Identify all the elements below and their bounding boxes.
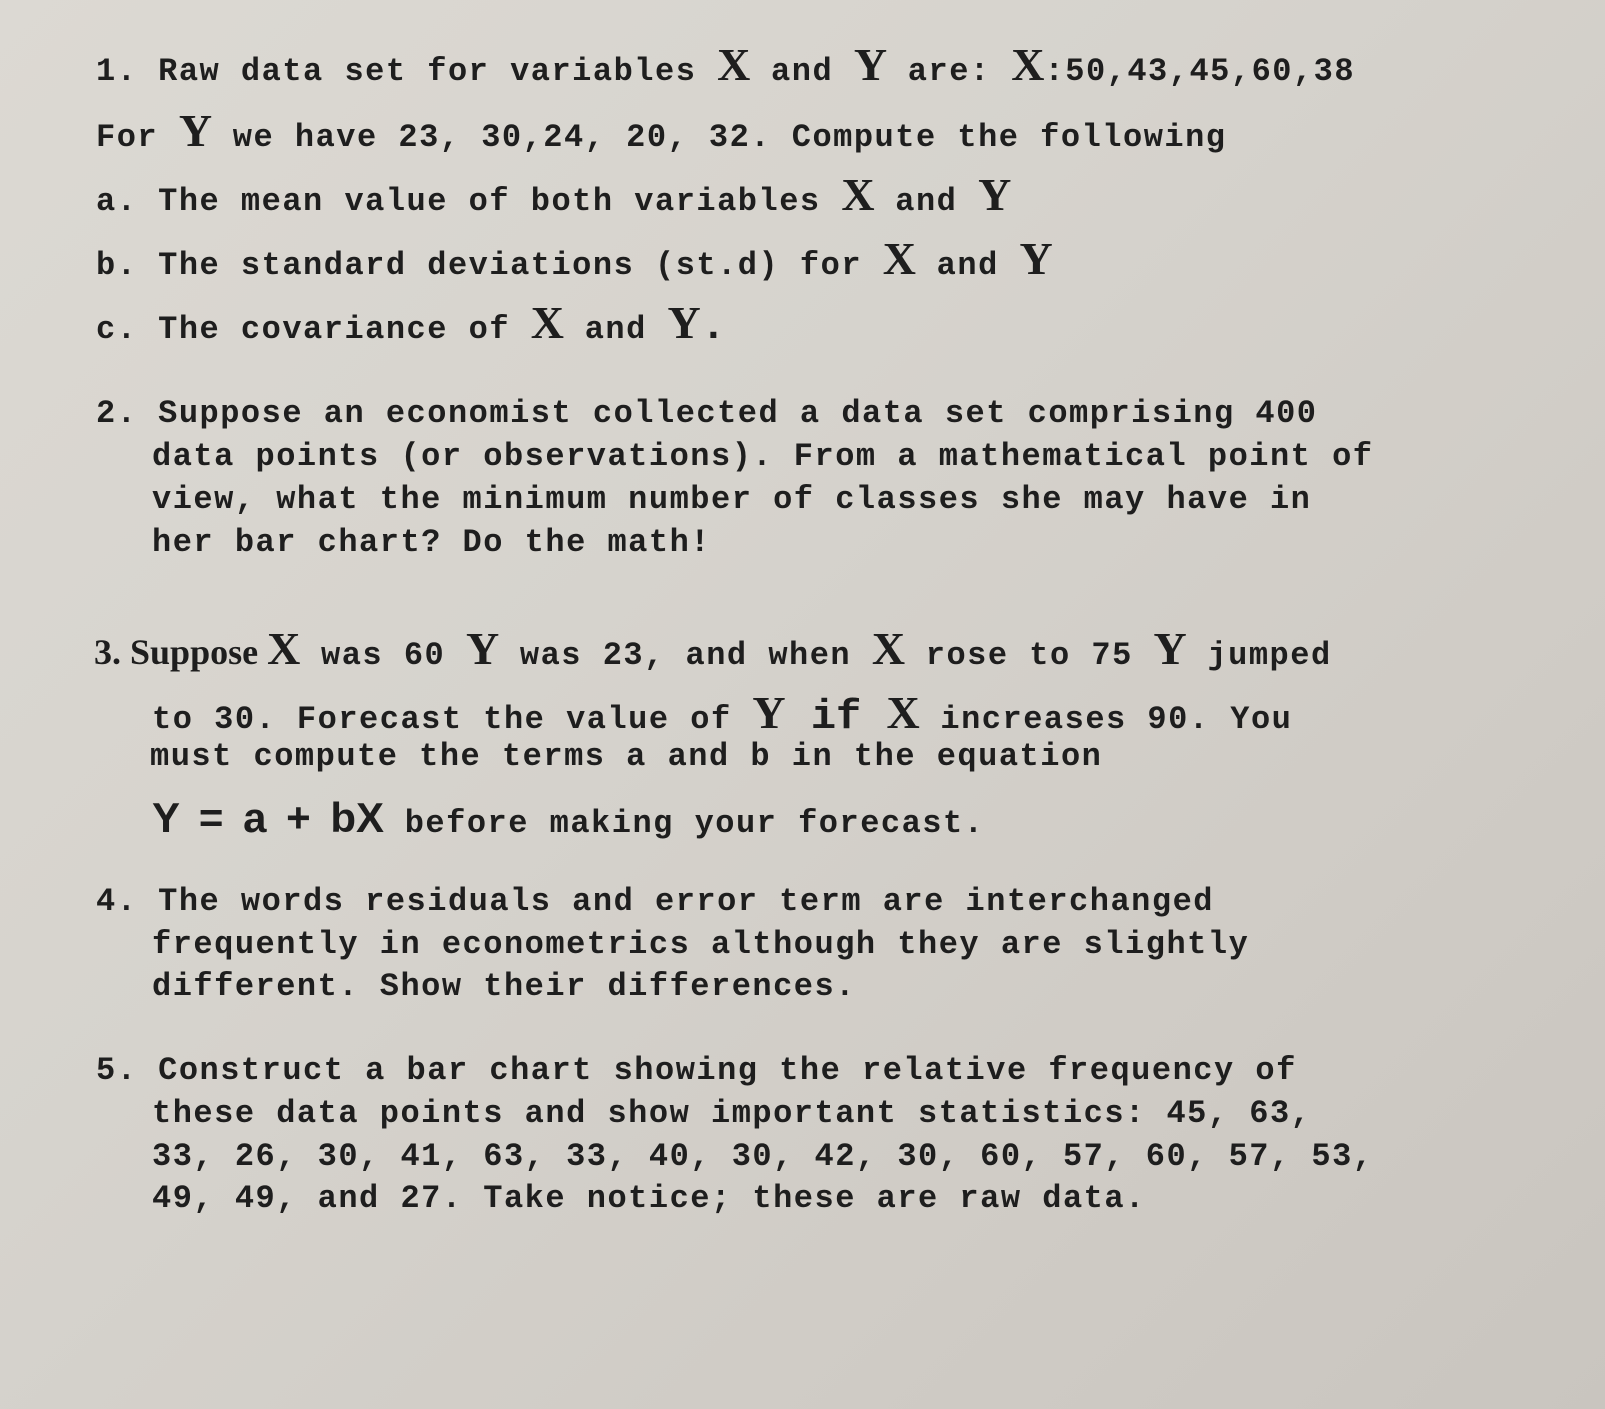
q1-part-a — [96, 168, 1011, 221]
q5-line-3: 33, 26, 30, 41, 63, 33, 40, 30, 42, 30, 60, 57, 60, 57, 53, — [152, 1138, 1374, 1175]
q1-part-b — [96, 232, 1053, 285]
var-y: Y — [1153, 623, 1187, 674]
q4-line-3: different. Show their differences. — [152, 968, 856, 1005]
var-y: Y — [667, 297, 701, 348]
var-y: Y — [465, 623, 500, 674]
q5-line-1: 5. Construct a bar chart showing the relative frequency of — [96, 1052, 1297, 1089]
var-x: X — [871, 623, 906, 674]
q1-line-1 — [96, 38, 1355, 91]
q3-line-4 — [152, 794, 984, 842]
var-y: Y — [752, 687, 786, 738]
q3-line-1 — [94, 622, 1332, 675]
q3-line-2 — [152, 686, 1292, 741]
q3-text: to 30. Forecast the value of — [152, 701, 753, 738]
q3-text: was 23, and when — [499, 637, 872, 674]
q2-line-4: her bar chart? Do the math! — [152, 524, 711, 561]
var-x: X — [530, 297, 564, 348]
var-x: X — [886, 687, 920, 738]
q1-text: and — [564, 311, 668, 348]
q1-part-c — [96, 296, 726, 351]
var-x: X — [267, 623, 301, 674]
q1-line-2 — [96, 104, 1227, 157]
q1-text: and — [915, 247, 1020, 284]
var-y: Y — [178, 105, 213, 156]
q1-text: are: — [887, 53, 1012, 90]
q5-line-2: these data points and show important statistics: 45, 63, — [152, 1095, 1312, 1132]
q1-y-values: we have 23, 30,24, 20, 32. Compute the following — [212, 119, 1227, 156]
q2-line-3: view, what the minimum number of classes she may have in — [152, 481, 1312, 518]
var-x: X — [841, 169, 875, 220]
q3-text: increases 90. You — [919, 701, 1293, 738]
q5-line-4: 49, 49, and 27. Take notice; these are raw data. — [152, 1180, 1146, 1217]
var-x: X — [882, 233, 916, 284]
var-y: Y — [1019, 233, 1053, 284]
q1-x-values: :50,43,45,60,38 — [1044, 53, 1356, 90]
q3-line-3: must compute the terms a and b in the equation — [150, 738, 1103, 775]
q1-text: For — [96, 119, 179, 156]
var-x: X — [1011, 39, 1045, 90]
q1-text: 1. Raw data set for variables — [96, 53, 718, 90]
q3-text: before making your forecast. — [384, 805, 985, 842]
q3-text: jumped — [1186, 637, 1332, 674]
q1-text: . — [700, 303, 726, 351]
var-y: Y — [978, 169, 1012, 220]
q2-line-2: data points (or observations). From a mathematical point of — [152, 438, 1374, 475]
q1-text: c. The covariance of — [96, 311, 531, 348]
q4-line-2: frequently in econometrics although they are slightly — [152, 926, 1250, 963]
q1-text: and — [874, 183, 979, 220]
q1-text: and — [750, 53, 854, 90]
q3-text: was 60 — [300, 637, 466, 674]
q2-line-1: 2. Suppose an economist collected a data set comprising 400 — [96, 395, 1318, 432]
q3-text: rose to 75 — [905, 637, 1154, 674]
q1-text: b. The standard deviations (st.d) for — [96, 247, 883, 284]
var-y: Y — [853, 39, 888, 90]
var-x: X — [717, 39, 751, 90]
q3-text: Suppose — [130, 632, 268, 672]
q3-if-word: if — [785, 693, 887, 741]
regression-equation: Y = a + bX — [152, 794, 385, 841]
q3-number: 3. — [94, 632, 130, 672]
q1-text: a. The mean value of both variables — [96, 183, 842, 220]
q4-line-1: 4. The words residuals and error term are interchanged — [96, 883, 1214, 920]
